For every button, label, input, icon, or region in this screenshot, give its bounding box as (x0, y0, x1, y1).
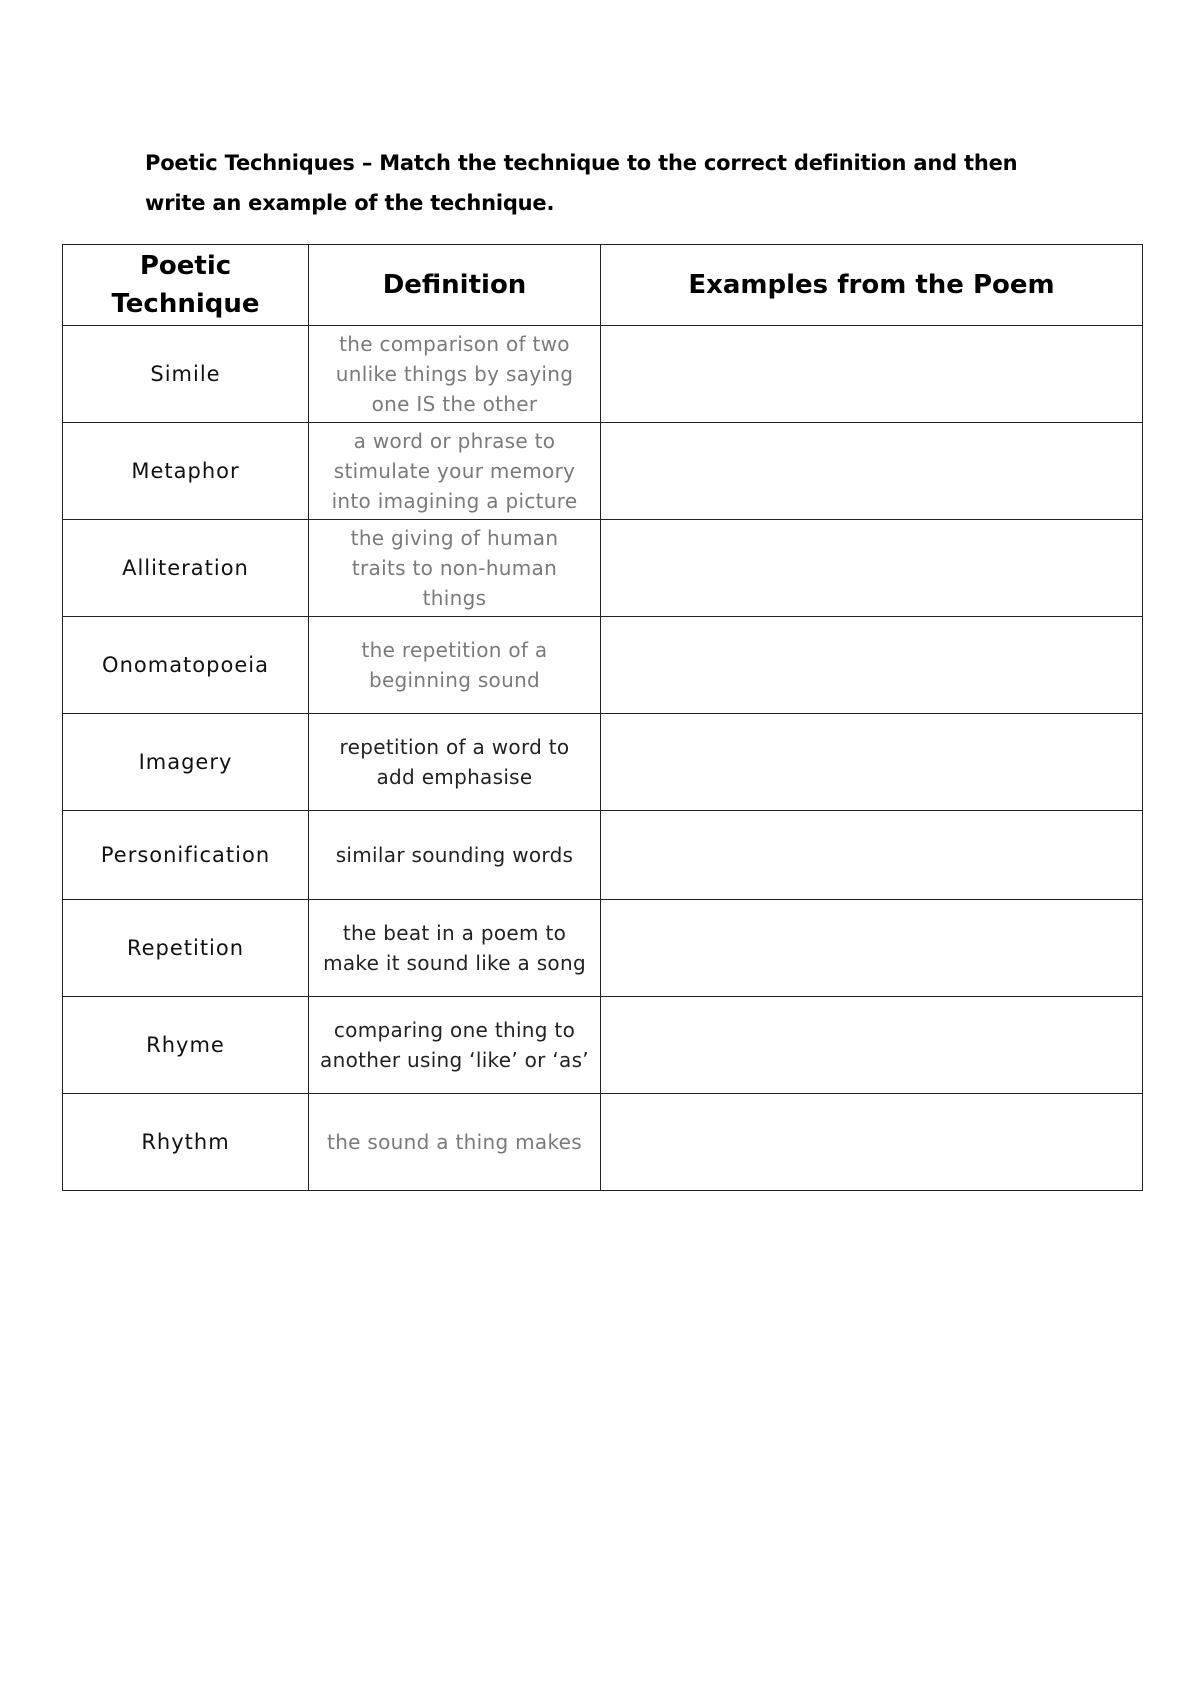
definition-cell: repetition of a word to add emphasise (309, 714, 601, 811)
technique-cell: Onomatopoeia (63, 617, 309, 714)
example-input-cell[interactable] (601, 900, 1143, 997)
technique-cell: Metaphor (63, 423, 309, 520)
definition-cell: similar sounding words (309, 811, 601, 900)
technique-cell: Simile (63, 326, 309, 423)
example-input-cell[interactable] (601, 423, 1143, 520)
table-row (63, 1094, 1143, 1191)
definition-cell: the repetition of a beginning sound (309, 617, 601, 714)
table-row (63, 520, 1143, 617)
table-row (63, 423, 1143, 520)
technique-cell: Personification (63, 811, 309, 900)
header-row (63, 245, 1143, 326)
table-row (63, 617, 1143, 714)
example-input-cell[interactable] (601, 811, 1143, 900)
example-input-cell[interactable] (601, 326, 1143, 423)
header-examples: Examples from the Poem (601, 245, 1143, 326)
table-row (63, 714, 1143, 811)
technique-cell: Rhyme (63, 997, 309, 1094)
definition-cell: comparing one thing to another using ‘like’ or ‘as’ (309, 997, 601, 1094)
example-input-cell[interactable] (601, 714, 1143, 811)
table-row (63, 900, 1143, 997)
technique-cell: Rhythm (63, 1094, 309, 1191)
table-row (63, 326, 1143, 423)
technique-cell: Alliteration (63, 520, 309, 617)
header-definition: Definition (309, 245, 601, 326)
technique-cell: Imagery (63, 714, 309, 811)
header-technique: Poetic Technique (63, 245, 309, 326)
example-input-cell[interactable] (601, 997, 1143, 1094)
technique-cell: Repetition (63, 900, 309, 997)
definition-cell: the giving of human traits to non-human things (309, 520, 601, 617)
example-input-cell[interactable] (601, 617, 1143, 714)
table-row (63, 811, 1143, 900)
table-row (63, 997, 1143, 1094)
definition-cell: the sound a thing makes (309, 1094, 601, 1191)
definition-cell: the comparison of two unlike things by saying one IS the other (309, 326, 601, 423)
page-title: Poetic Techniques – Match the technique to the correct definition and then write an example of the technique. (145, 151, 1018, 215)
definition-cell: the beat in a poem to make it sound like a song (309, 900, 601, 997)
definition-cell: a word or phrase to stimulate your memory into imagining a picture (309, 423, 601, 520)
example-input-cell[interactable] (601, 520, 1143, 617)
techniques-table (62, 244, 1143, 1191)
example-input-cell[interactable] (601, 1094, 1143, 1191)
